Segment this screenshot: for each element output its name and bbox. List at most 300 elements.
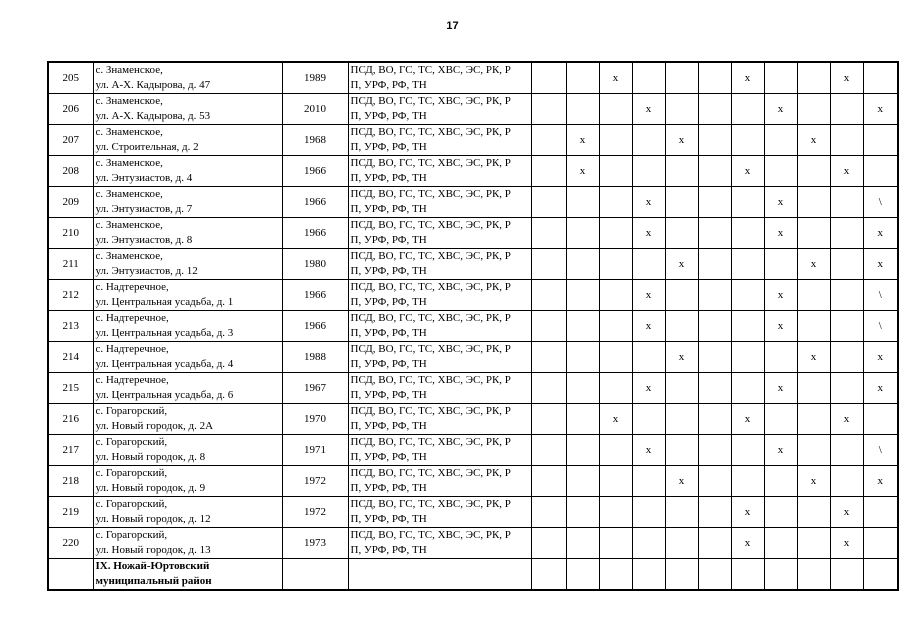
mark-cell (632, 249, 665, 280)
mark-cell (863, 435, 898, 466)
mark-cell (863, 528, 898, 559)
mark-text: х (877, 474, 883, 487)
mark-text: \ (878, 319, 882, 332)
year-text: 1972 (304, 505, 326, 518)
mark-cell (731, 497, 764, 528)
mark-cell (599, 528, 632, 559)
mark-cell (698, 125, 731, 156)
mark-cell (797, 311, 830, 342)
mark-cell (566, 435, 599, 466)
mark-cell (797, 125, 830, 156)
mark-cell (764, 528, 797, 559)
year-text: 1966 (304, 164, 326, 177)
mark-text: х (645, 226, 652, 239)
row-number (48, 218, 93, 249)
row-number-text: 220 (62, 536, 79, 549)
year-text: 1973 (304, 536, 326, 549)
table-body (48, 62, 898, 590)
services-cell (348, 62, 531, 94)
empty-cell (764, 559, 797, 591)
mark-cell (665, 528, 698, 559)
services-line-1: ПСД, ВО, ГС, ТС, ХВС, ЭС, РК, Р (350, 467, 511, 479)
services-cell (348, 280, 531, 311)
services-line-1: ПСД, ВО, ГС, ТС, ХВС, ЭС, РК, Р (350, 281, 511, 293)
address-locality: с. Горагорский, (95, 498, 168, 510)
mark-cell (797, 249, 830, 280)
mark-cell (863, 125, 898, 156)
mark-cell (665, 125, 698, 156)
services-cell (348, 528, 531, 559)
mark-text: х (810, 474, 817, 487)
mark-cell (731, 125, 764, 156)
mark-cell (830, 62, 863, 94)
mark-cell (566, 218, 599, 249)
mark-cell (531, 528, 566, 559)
empty-cell (632, 559, 665, 591)
address-cell (93, 125, 282, 156)
year-text: 1966 (304, 226, 326, 239)
mark-text: х (877, 257, 883, 270)
mark-cell (764, 435, 797, 466)
mark-cell (830, 311, 863, 342)
mark-cell (665, 435, 698, 466)
address-cell (93, 342, 282, 373)
mark-cell (863, 373, 898, 404)
address-cell (93, 404, 282, 435)
row-number (48, 280, 93, 311)
mark-cell (764, 94, 797, 125)
address-street: ул. А-Х. Кадырова, д. 53 (95, 110, 211, 122)
mark-cell (599, 280, 632, 311)
mark-cell (665, 218, 698, 249)
empty-cell (282, 559, 348, 591)
empty-cell (599, 559, 632, 591)
year-cell (282, 342, 348, 373)
mark-cell (764, 342, 797, 373)
year-cell (282, 62, 348, 94)
mark-text: х (810, 257, 817, 270)
services-line-1: ПСД, ВО, ГС, ТС, ХВС, ЭС, РК, Р (350, 374, 511, 386)
table-row (48, 466, 898, 497)
mark-cell (863, 342, 898, 373)
row-number (48, 373, 93, 404)
mark-cell (566, 94, 599, 125)
row-number (48, 125, 93, 156)
row-number (48, 466, 93, 497)
empty-cell (48, 559, 93, 591)
services-line-2: П, УРФ, РФ, ТН (350, 389, 427, 401)
mark-cell (665, 404, 698, 435)
services-line-1: ПСД, ВО, ГС, ТС, ХВС, ЭС, РК, Р (350, 529, 511, 541)
mark-cell (599, 435, 632, 466)
mark-cell (830, 125, 863, 156)
mark-text: х (744, 71, 751, 84)
address-street: ул. Центральная усадьба, д. 1 (95, 296, 234, 308)
mark-cell (830, 218, 863, 249)
mark-cell (698, 156, 731, 187)
year-text: 1970 (304, 412, 326, 425)
mark-cell (830, 156, 863, 187)
address-cell (93, 528, 282, 559)
mark-cell (665, 466, 698, 497)
address-locality: с. Горагорский, (95, 467, 168, 479)
mark-cell (698, 62, 731, 94)
row-number-text: 214 (62, 350, 79, 363)
mark-cell (863, 94, 898, 125)
mark-cell (531, 280, 566, 311)
services-cell (348, 466, 531, 497)
services-line-2: П, УРФ, РФ, ТН (350, 234, 427, 246)
mark-text: х (777, 381, 784, 394)
row-number-text: 211 (62, 257, 79, 270)
mark-text: х (777, 195, 784, 208)
mark-cell (764, 218, 797, 249)
mark-cell (566, 62, 599, 94)
services-line-2: П, УРФ, РФ, ТН (350, 451, 427, 463)
table-row (48, 249, 898, 280)
mark-cell (531, 311, 566, 342)
year-cell (282, 404, 348, 435)
mark-cell (632, 125, 665, 156)
mark-text: х (877, 350, 883, 363)
mark-cell (698, 342, 731, 373)
mark-text: х (877, 226, 883, 239)
address-cell (93, 373, 282, 404)
services-line-1: ПСД, ВО, ГС, ТС, ХВС, ЭС, РК, Р (350, 64, 511, 76)
mark-cell (797, 156, 830, 187)
mark-cell (830, 466, 863, 497)
mark-cell (830, 497, 863, 528)
mark-text: х (777, 319, 784, 332)
address-street: ул. Новый городок, д. 13 (95, 544, 211, 556)
year-text: 1966 (304, 319, 326, 332)
mark-cell (731, 528, 764, 559)
mark-cell (764, 249, 797, 280)
year-text: 1988 (304, 350, 326, 363)
address-street: ул. Строительная, д. 2 (95, 141, 199, 153)
empty-cell (797, 559, 830, 591)
mark-text: х (810, 350, 817, 363)
address-street: ул. А-Х. Кадырова, д. 47 (95, 79, 211, 91)
services-line-1: ПСД, ВО, ГС, ТС, ХВС, ЭС, РК, Р (350, 498, 511, 510)
mark-cell (632, 435, 665, 466)
mark-cell (863, 218, 898, 249)
mark-cell (764, 311, 797, 342)
mark-cell (698, 497, 731, 528)
row-number-text: 208 (62, 164, 79, 177)
row-number-text: 219 (62, 505, 79, 518)
mark-cell (698, 311, 731, 342)
address-locality: с. Знаменское, (95, 188, 163, 200)
services-line-1: ПСД, ВО, ГС, ТС, ХВС, ЭС, РК, Р (350, 312, 511, 324)
mark-cell (731, 280, 764, 311)
mark-text: х (777, 102, 784, 115)
mark-cell (863, 62, 898, 94)
mark-cell (797, 528, 830, 559)
mark-text: х (645, 319, 652, 332)
address-cell (93, 497, 282, 528)
mark-cell (566, 187, 599, 218)
address-cell (93, 280, 282, 311)
year-cell (282, 373, 348, 404)
services-cell (348, 249, 531, 280)
mark-cell (531, 187, 566, 218)
mark-cell (531, 156, 566, 187)
address-cell (93, 218, 282, 249)
mark-cell (599, 342, 632, 373)
year-cell (282, 311, 348, 342)
mark-cell (764, 280, 797, 311)
services-line-2: П, УРФ, РФ, ТН (350, 79, 427, 91)
mark-text: х (579, 164, 586, 177)
address-street: ул. Центральная усадьба, д. 3 (95, 327, 234, 339)
year-cell (282, 125, 348, 156)
mark-cell (632, 342, 665, 373)
mark-cell (632, 497, 665, 528)
row-number-text: 216 (62, 412, 79, 425)
mark-text: х (612, 412, 619, 425)
mark-cell (566, 404, 599, 435)
address-cell (93, 94, 282, 125)
year-text: 2010 (304, 102, 326, 115)
mark-cell (731, 404, 764, 435)
year-cell (282, 528, 348, 559)
mark-text: х (645, 195, 652, 208)
mark-cell (764, 404, 797, 435)
empty-cell (566, 559, 599, 591)
services-cell (348, 187, 531, 218)
mark-cell (698, 280, 731, 311)
mark-cell (698, 187, 731, 218)
services-line-1: ПСД, ВО, ГС, ТС, ХВС, ЭС, РК, Р (350, 250, 511, 262)
row-number-text: 205 (62, 71, 79, 84)
mark-cell (830, 373, 863, 404)
mark-cell (698, 466, 731, 497)
mark-cell (599, 156, 632, 187)
mark-cell (599, 497, 632, 528)
mark-text: х (678, 350, 685, 363)
table-row (48, 280, 898, 311)
services-line-2: П, УРФ, РФ, ТН (350, 110, 427, 122)
services-line-2: П, УРФ, РФ, ТН (350, 265, 427, 277)
address-cell (93, 249, 282, 280)
mark-cell (531, 62, 566, 94)
address-locality: с. Надтеречное, (95, 312, 169, 324)
table-row (48, 497, 898, 528)
mark-cell (665, 373, 698, 404)
address-street: ул. Новый городок, д. 9 (95, 482, 206, 494)
address-street: ул. Энтузиастов, д. 7 (95, 203, 193, 215)
mark-cell (863, 404, 898, 435)
mark-cell (698, 404, 731, 435)
mark-text: \ (878, 443, 882, 456)
address-locality: с. Горагорский, (95, 529, 168, 541)
mark-cell (830, 187, 863, 218)
mark-cell (665, 311, 698, 342)
mark-text: х (645, 288, 652, 301)
table-row (48, 187, 898, 218)
mark-text: х (777, 226, 784, 239)
address-locality: с. Надтеречное, (95, 343, 169, 355)
address-street: ул. Энтузиастов, д. 8 (95, 234, 193, 246)
address-locality: с. Горагорский, (95, 405, 168, 417)
mark-cell (531, 218, 566, 249)
mark-cell (797, 62, 830, 94)
mark-cell (531, 94, 566, 125)
mark-cell (566, 280, 599, 311)
services-line-2: П, УРФ, РФ, ТН (350, 296, 427, 308)
mark-cell (764, 156, 797, 187)
services-line-2: П, УРФ, РФ, ТН (350, 358, 427, 370)
year-cell (282, 218, 348, 249)
mark-cell (764, 125, 797, 156)
mark-cell (632, 280, 665, 311)
services-cell (348, 373, 531, 404)
mark-text: х (777, 443, 784, 456)
mark-cell (566, 342, 599, 373)
mark-cell (632, 156, 665, 187)
mark-cell (764, 62, 797, 94)
mark-text: х (777, 288, 784, 301)
mark-cell (731, 187, 764, 218)
mark-cell (632, 373, 665, 404)
services-line-2: П, УРФ, РФ, ТН (350, 327, 427, 339)
mark-cell (764, 497, 797, 528)
mark-cell (599, 125, 632, 156)
mark-cell (531, 249, 566, 280)
services-cell (348, 311, 531, 342)
address-street: ул. Энтузиастов, д. 4 (95, 172, 193, 184)
mark-text: х (744, 536, 751, 549)
address-street: ул. Центральная усадьба, д. 4 (95, 358, 234, 370)
mark-cell (863, 280, 898, 311)
empty-cell (731, 559, 764, 591)
mark-cell (632, 218, 665, 249)
row-number-text: 218 (62, 474, 79, 487)
table-row (48, 311, 898, 342)
row-number (48, 404, 93, 435)
mark-cell (764, 373, 797, 404)
mark-cell (566, 466, 599, 497)
services-line-2: П, УРФ, РФ, ТН (350, 203, 427, 215)
mark-cell (632, 94, 665, 125)
services-line-1: ПСД, ВО, ГС, ТС, ХВС, ЭС, РК, Р (350, 436, 511, 448)
mark-cell (665, 156, 698, 187)
services-line-1: ПСД, ВО, ГС, ТС, ХВС, ЭС, РК, Р (350, 95, 511, 107)
row-number (48, 94, 93, 125)
table-row (48, 94, 898, 125)
table-row (48, 404, 898, 435)
address-cell (93, 311, 282, 342)
mark-text: х (843, 71, 850, 84)
mark-cell (566, 249, 599, 280)
services-cell (348, 342, 531, 373)
row-number-text: 209 (62, 195, 79, 208)
table-row (48, 342, 898, 373)
address-locality: с. Знаменское, (95, 64, 163, 76)
mark-cell (665, 497, 698, 528)
mark-text: х (843, 536, 850, 549)
services-cell (348, 218, 531, 249)
mark-cell (531, 466, 566, 497)
mark-text: х (744, 164, 751, 177)
mark-cell (731, 373, 764, 404)
mark-text: х (645, 381, 652, 394)
mark-cell (731, 156, 764, 187)
row-number-text: 215 (62, 381, 79, 394)
mark-cell (632, 466, 665, 497)
empty-cell (665, 559, 698, 591)
services-line-2: П, УРФ, РФ, ТН (350, 141, 427, 153)
address-street: ул. Центральная усадьба, д. 6 (95, 389, 234, 401)
mark-cell (599, 94, 632, 125)
mark-cell (830, 280, 863, 311)
address-cell (93, 466, 282, 497)
year-cell (282, 94, 348, 125)
mark-text: х (612, 71, 619, 84)
address-cell (93, 187, 282, 218)
mark-cell (797, 94, 830, 125)
mark-cell (599, 373, 632, 404)
mark-cell (830, 342, 863, 373)
services-line-2: П, УРФ, РФ, ТН (350, 513, 427, 525)
mark-cell (698, 249, 731, 280)
address-street: ул. Энтузиастов, д. 12 (95, 265, 198, 277)
year-text: 1967 (304, 381, 326, 394)
mark-cell (863, 249, 898, 280)
section-row (48, 559, 898, 591)
mark-text: х (843, 505, 850, 518)
services-cell (348, 435, 531, 466)
mark-cell (599, 466, 632, 497)
mark-text: х (843, 412, 850, 425)
mark-text: х (877, 381, 883, 394)
empty-cell (863, 559, 898, 591)
address-locality: с. Знаменское, (95, 157, 163, 169)
mark-cell (698, 94, 731, 125)
mark-cell (731, 62, 764, 94)
mark-cell (665, 187, 698, 218)
table-row (48, 528, 898, 559)
mark-text: х (877, 102, 883, 115)
mark-cell (665, 342, 698, 373)
mark-cell (797, 373, 830, 404)
mark-cell (531, 125, 566, 156)
services-cell (348, 404, 531, 435)
mark-text: х (744, 412, 751, 425)
mark-cell (764, 187, 797, 218)
mark-cell (698, 218, 731, 249)
mark-text: х (810, 133, 817, 146)
mark-cell (731, 311, 764, 342)
mark-cell (764, 466, 797, 497)
mark-cell (531, 435, 566, 466)
address-locality: с. Знаменское, (95, 95, 163, 107)
mark-cell (632, 528, 665, 559)
table-row (48, 62, 898, 94)
mark-cell (863, 156, 898, 187)
year-cell (282, 187, 348, 218)
mark-cell (797, 497, 830, 528)
services-cell (348, 497, 531, 528)
mark-cell (731, 94, 764, 125)
mark-cell (599, 218, 632, 249)
mark-cell (531, 404, 566, 435)
mark-cell (566, 311, 599, 342)
services-line-2: П, УРФ, РФ, ТН (350, 420, 427, 432)
mark-cell (797, 342, 830, 373)
year-cell (282, 280, 348, 311)
